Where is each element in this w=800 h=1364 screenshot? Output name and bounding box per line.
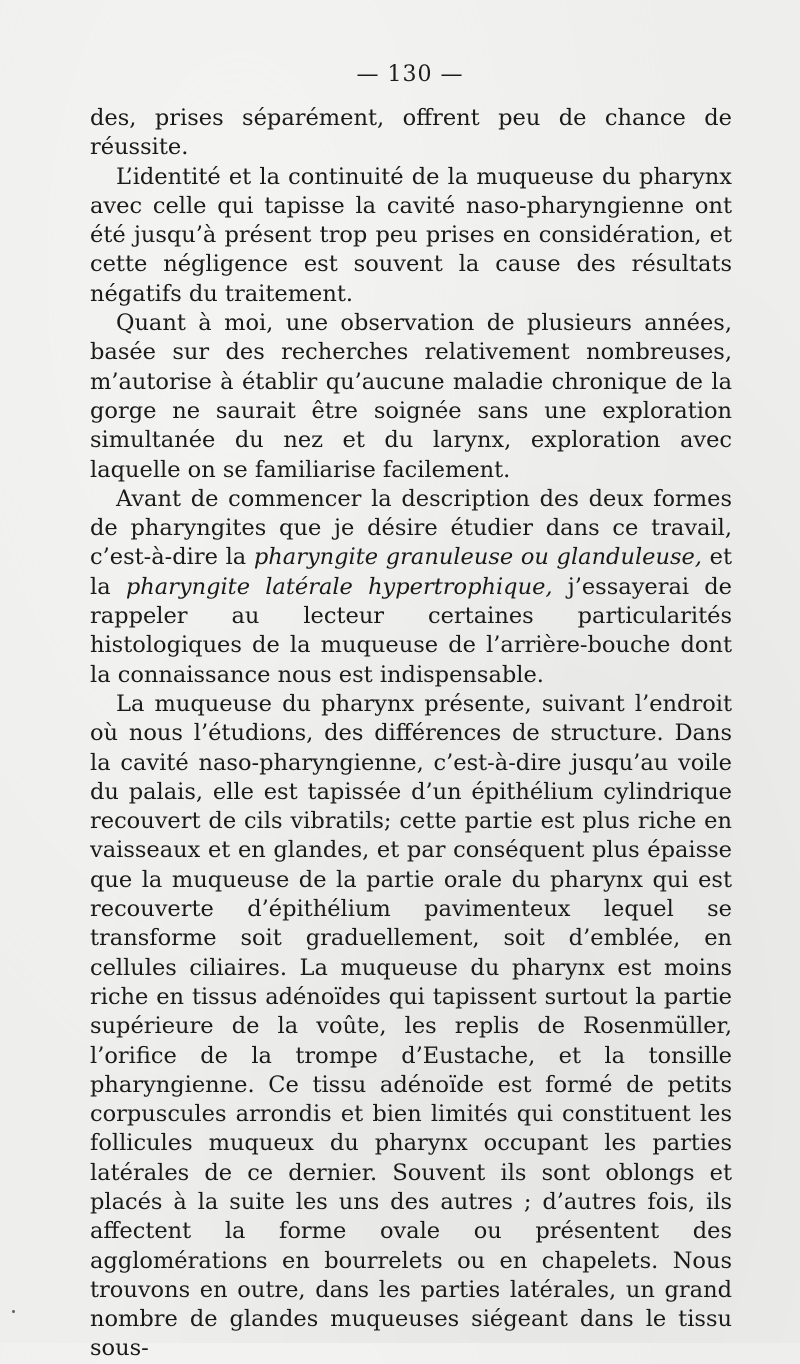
page-number: — 130 —	[356, 62, 464, 87]
italic-term-laterale: pharyngite latérale hypertrophique,	[125, 573, 553, 600]
paragraph-structure	[90, 690, 732, 1364]
body-text	[90, 104, 732, 1364]
text-run: j’essayerai de rappeler au lecteur certaines particularités histologiques de la muqueuse de l’arrière-bouche dont la connaissance nous est indispensable.	[90, 573, 732, 688]
text-run: L’identité et la continuité de la muqueuse du pharynx avec celle qui tapisse la cavité naso-pharyngienne ont été jusqu’à présent trop peu prises en considération, et cette négligence est souvent la cause des résultats négatifs du traitement.	[90, 163, 732, 307]
paper-speck	[12, 1310, 15, 1313]
text-run: Quant à moi, une observation de plusieurs années, basée sur des recherches relativement nombreuses, m’autorise à établir qu’aucune maladie chronique de la gorge ne saurait être soignée sans une exploration simultanée du nez et du larynx, exploration avec laquelle on se familiarise facilement.	[90, 310, 732, 483]
paragraph-continuation	[90, 104, 732, 163]
text-run: La muqueuse du pharynx présente, suivant l’endroit où nous l’étudions, des différences de structure. Dans la cavité naso-pharyngienne, c’est-à-dire jusqu’au voile du palais, elle est tapissée d’un épithélium cylindrique recouvert de cils vibratils; cette partie est plus riche en vaisseaux et en glandes, et par conséquent plus épaisse que la muqueuse de la partie orale du pharynx qui est recouverte d’épithélium pavimenteux lequel se transforme soit graduellement, soit d’emblée, en cellules ciliaires. La muqueuse du pharynx est moins riche en tissus adénoïdes qui tapissent surtout la partie supérieure de la voûte, les replis de Rosenmüller, l’orifice de la trompe d’Eustache, et la tonsille pharyngienne. Ce tissu adénoïde est formé de petits corpuscules arrondis et bien limités qui constituent les follicules muqueux du pharynx occupant les parties latérales de ce dernier. Souvent ils sont oblongs et placés à la suite les uns des autres ; d’autres fois, ils affectent la forme ovale ou présentent des agglomérations en bourrelets ou en chapelets. Nous trouvons en outre, dans les parties latérales, un grand nombre de glandes muqueuses siégeant dans le tissu sous-	[90, 690, 732, 1362]
italic-term-granuleuse: pharyngite granuleuse ou glanduleuse,	[253, 544, 702, 571]
paragraph-identity	[90, 163, 732, 309]
text-run: Avant de commencer la description des deux formes de pharyngites que je désire étudier dans ce travail, c’est-à-dire la	[90, 485, 732, 571]
paragraph-observation	[90, 309, 732, 485]
paragraph-description	[90, 485, 732, 690]
text-run: des, prises séparément, offrent peu de chance de réussite.	[90, 105, 732, 161]
text-run: et la	[90, 544, 732, 600]
